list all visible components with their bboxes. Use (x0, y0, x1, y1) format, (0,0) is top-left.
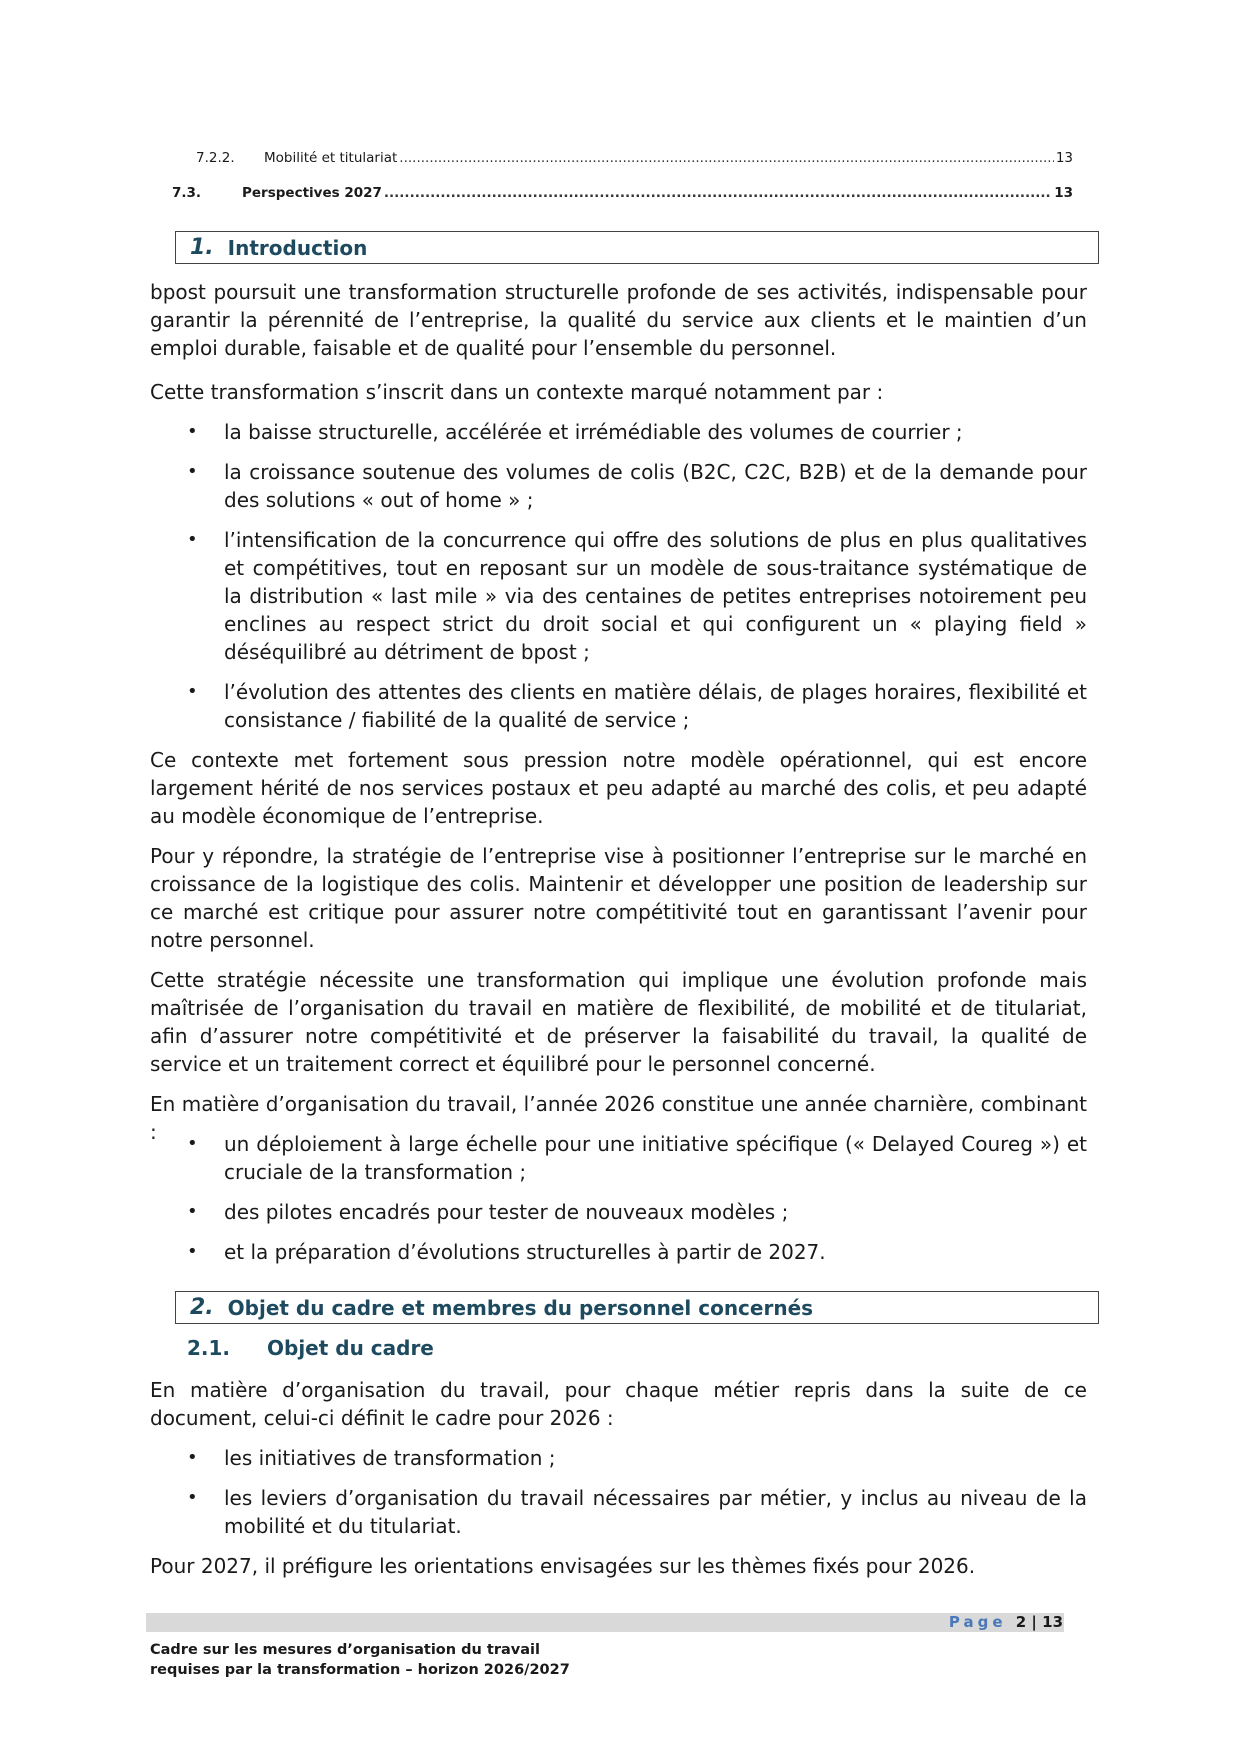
paragraph: Pour 2027, il préfigure les orientations envisagées sur les thèmes fixés pour 2026. (150, 1554, 976, 1578)
paragraph: bpost poursuit une transformation structurelle profonde de ses activités, indispensable pour garantir la pérennité de l’entreprise, la qualité du service aux clients et le maintien d’un emploi durable, faisable et de qualité pour l’ensemble du personnel. (150, 280, 1087, 360)
list-item: • un déploiement à large échelle pour une initiative spécifique (« Delayed Coureg ») et cruciale de la transformation ; (224, 1130, 1087, 1186)
toc-entry-number: 7.2.2. (196, 150, 235, 166)
toc-dot-leader (399, 150, 1054, 166)
toc-entry[interactable] (196, 150, 1073, 166)
subsection-number: 2.1. (187, 1336, 231, 1360)
footer-title-line: Cadre sur les mesures d’organisation du travail (150, 1642, 540, 1658)
toc-entry-page: 13 (1054, 185, 1073, 201)
toc-entry-number: 7.3. (172, 185, 202, 201)
list-item: • les leviers d’organisation du travail nécessaires par métier, y inclus au niveau de la mobilité et du titulariat. (224, 1484, 1087, 1540)
toc-entry-title: Mobilité et titulariat (264, 150, 398, 166)
list-item: • l’intensification de la concurrence qui offre des solutions de plus en plus qualitatives et compétitives, tout en reposant sur un modèle de sous-traitance systématique de la distribution « last mile » via des centaines de petites entreprises notoirement peu enclines au respect strict du droit social et qui configurent un « playing field » déséquilibré au détriment de bpost ; (224, 526, 1087, 666)
footer-document-title (150, 1640, 570, 1680)
subsection-title: Objet du cadre (267, 1336, 434, 1360)
section-heading-objet (175, 1291, 1099, 1324)
page-indicator (949, 1613, 1063, 1632)
footer-bar (146, 1613, 1064, 1632)
list-item: • la baisse structurelle, accélérée et irrémédiable des volumes de courrier ; (224, 418, 1087, 446)
section-heading-introduction (175, 231, 1099, 264)
section-title: Introduction (227, 235, 368, 260)
list-item: • la croissance soutenue des volumes de colis (B2C, C2C, B2B) et de la demande pour des solutions « out of home » ; (224, 458, 1087, 514)
page-word: Page (948, 1613, 1007, 1631)
paragraph: Pour y répondre, la stratégie de l’entreprise vise à positionner l’entreprise sur le marché en croissance de la logistique des colis. Maintenir et développer une position de leadership sur ce marché est critique pour assurer notre compétitivité tout en garantissant l’avenir pour notre personnel. (150, 844, 1087, 952)
page-number: 2 | 13 (1015, 1613, 1063, 1631)
section-title: Objet du cadre et membres du personnel concernés (227, 1295, 814, 1320)
toc-entry[interactable] (172, 185, 1073, 201)
paragraph: Cette stratégie nécessite une transformation qui implique une évolution profonde mais maîtrisée de l’organisation du travail en matière de flexibilité, de mobilité et de titulariat, afin d’assurer notre compétitivité et de préserver la faisabilité du travail, la qualité de service et un traitement correct et équilibré pour le personnel concerné. (150, 968, 1087, 1076)
section-number: 1. (190, 235, 214, 260)
toc-entry-page: 13 (1055, 150, 1073, 166)
list-item: • l’évolution des attentes des clients en matière délais, de plages horaires, flexibilité et consistance / fiabilité de la qualité de service ; (224, 678, 1087, 734)
list-item: • et la préparation d’évolutions structurelles à partir de 2027. (224, 1238, 1087, 1266)
toc-entry-title: Perspectives 2027 (242, 185, 382, 201)
footer-title-line: requises par la transformation – horizon 2026/2027 (150, 1662, 570, 1678)
paragraph: Ce contexte met fortement sous pression notre modèle opérationnel, qui est encore largement hérité de nos services postaux et peu adapté au marché des colis, et peu adapté au modèle économique de l’entreprise. (150, 748, 1087, 828)
paragraph: Cette transformation s’inscrit dans un contexte marqué notamment par : (150, 380, 884, 404)
paragraph: En matière d’organisation du travail, l’année 2026 constitue une année charnière, combinant : (150, 1092, 1087, 1144)
subsection-heading (187, 1336, 434, 1360)
toc-dot-leader (384, 185, 1052, 201)
list-item: • les initiatives de transformation ; (224, 1444, 1087, 1472)
section-number: 2. (190, 1295, 214, 1320)
list-item: • des pilotes encadrés pour tester de nouveaux modèles ; (224, 1198, 1087, 1226)
paragraph: En matière d’organisation du travail, pour chaque métier repris dans la suite de ce document, celui-ci définit le cadre pour 2026 : (150, 1378, 1087, 1430)
